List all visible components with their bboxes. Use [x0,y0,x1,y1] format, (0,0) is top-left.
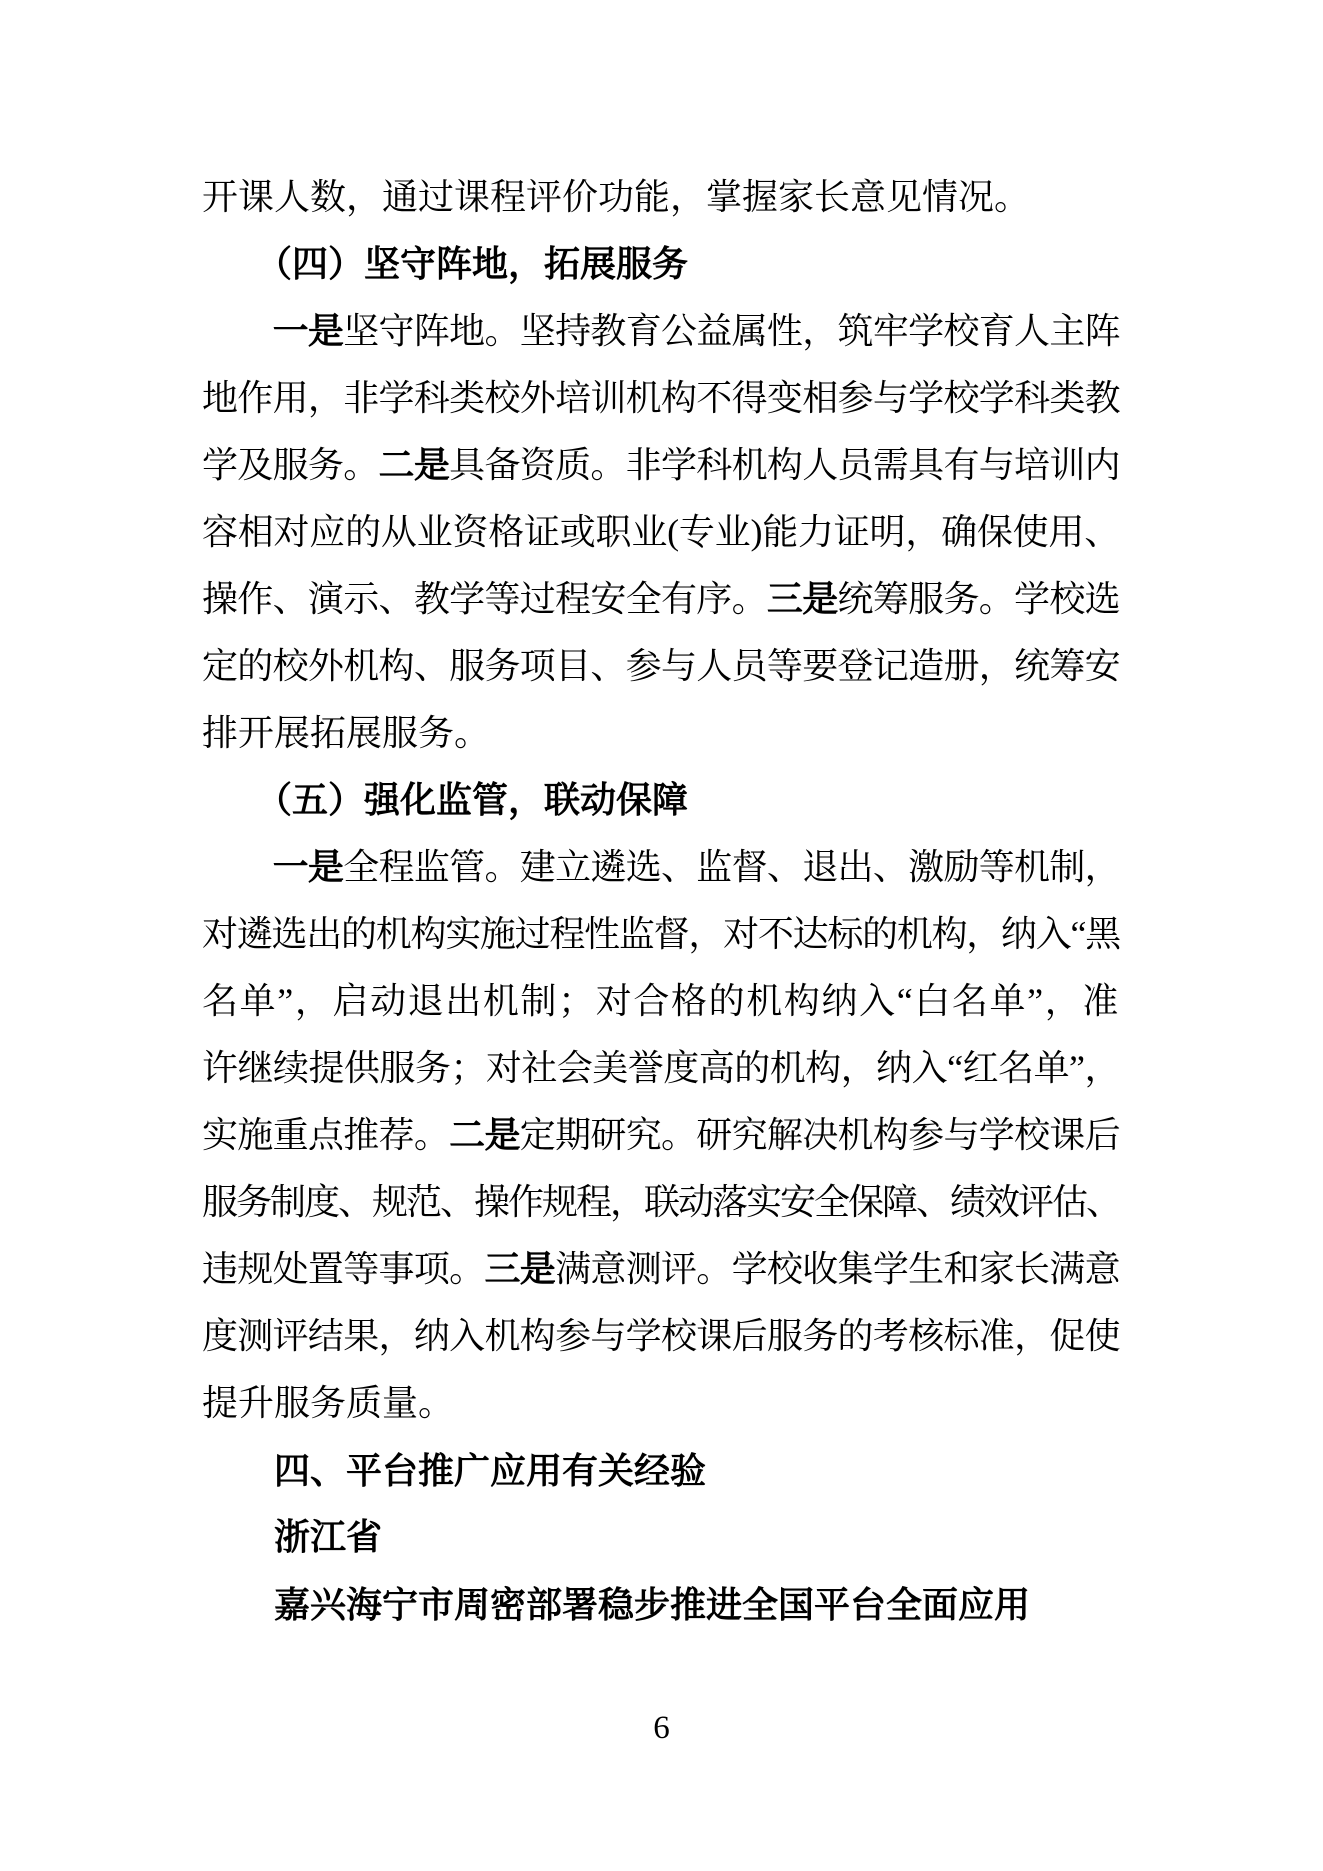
text-line-content [202,1316,1120,1356]
bold-text-run: 二是 [449,1115,520,1155]
text-line-content [202,1517,382,1557]
text-line [202,633,1120,700]
text-line-content [202,646,1120,686]
text-line-content [202,445,1120,485]
text-line [202,499,1120,566]
text-run: 操作、演示、教学等过程安全有序。 [202,579,767,619]
text-run: 学及服务。 [202,445,379,485]
text-line [202,834,1120,901]
text-run: 统筹服务。学校选 [837,579,1120,619]
text-line-content [202,579,1120,619]
text-line-content [202,780,688,820]
bold-text-run: 二是 [378,445,450,485]
text-line-content [202,981,1120,1021]
text-run: 对遴选出的机构实施过程性监督，对不达标的机构，纳入“黑 [202,914,1120,954]
text-run: 排开展拓展服务。 [202,713,491,753]
text-run: 具备资质。非学科机构人员需具有与培训内 [449,445,1120,485]
text-run: 全程监管。建立遴选、监督、退出、激励等机制， [343,847,1120,887]
text-run: 名单”，启动退出机制；对合格的机构纳入“白名单”，准 [202,981,1120,1021]
bold-text-run: （四）坚守阵地，拓展服务 [202,244,689,284]
bold-text-run: 四、平台推广应用有关经验 [202,1450,707,1491]
text-line-content [202,1048,1120,1088]
text-line-content [202,378,1120,418]
bold-text-run: 浙江省 [202,1517,383,1557]
text-line-content [202,177,1030,217]
text-line [202,432,1120,499]
bold-text-run: 一是 [272,847,344,887]
text-line [202,1169,1120,1236]
text-line [202,164,1120,231]
text-run: 坚守阵地。坚持教育公益属性，筑牢学校育人主阵 [343,311,1120,351]
text-line [202,298,1120,365]
text-line-content [202,713,490,753]
text-run: 定期研究。研究解决机构参与学校课后 [519,1115,1120,1155]
bold-text-run: 三是 [766,579,838,619]
page-number: 6 [653,1710,670,1746]
text-line-content [202,1182,1120,1222]
text-line [202,1236,1120,1303]
text-line-content [202,847,1120,887]
text-line [202,1102,1120,1169]
bold-text-run: 三是 [484,1249,556,1289]
bold-text-run: （五）强化监管，联动保障 [202,780,689,820]
text-line [202,1035,1120,1102]
text-run: 服务制度、规范、操作规程，联动落实安全保障、绩效评估、 [202,1182,1120,1222]
bold-text-run: 一是 [272,311,344,351]
text-line-content [202,1383,454,1423]
text-run: 开课人数，通过课程评价功能，掌握家长意见情况。 [202,177,1031,217]
text-line-content [202,914,1120,954]
text-run: 违规处置等事项。 [202,1249,485,1289]
document-body [202,164,1120,1638]
text-line [202,700,1120,767]
text-line [202,968,1120,1035]
text-run: 提升服务质量。 [202,1383,455,1423]
text-line-content [202,512,1120,552]
text-line-content [202,1249,1120,1289]
text-line [202,231,1120,298]
text-line [202,901,1120,968]
text-line [202,566,1120,633]
text-line-content [202,244,688,284]
text-line-content [202,1584,1030,1625]
text-run [202,847,273,887]
text-run: 实施重点推荐。 [202,1115,450,1155]
text-line [202,1437,1120,1504]
text-run: 地作用，非学科类校外培训机构不得变相参与学校学科类教 [202,378,1120,418]
text-line [202,1303,1120,1370]
text-run: 定的校外机构、服务项目、参与人员等要登记造册，统筹安 [202,646,1120,686]
text-run [202,311,273,351]
text-line [202,767,1120,834]
text-line [202,1370,1120,1437]
text-run: 度测评结果，纳入机构参与学校课后服务的考核标准，促使 [202,1316,1120,1356]
text-line-content [202,1450,706,1491]
text-run: 满意测评。学校收集学生和家长满意 [555,1249,1120,1289]
text-run: 许继续提供服务；对社会美誉度高的机构，纳入“红名单”， [202,1048,1120,1088]
text-line [202,365,1120,432]
text-line-content [202,1115,1120,1155]
bold-text-run: 嘉兴海宁市周密部署稳步推进全国平台全面应用 [202,1584,1031,1625]
text-line [202,1504,1120,1571]
text-line [202,1571,1120,1638]
text-line-content [202,311,1120,351]
text-run: 容相对应的从业资格证或职业(专业)能力证明，确保使用、 [202,512,1120,552]
